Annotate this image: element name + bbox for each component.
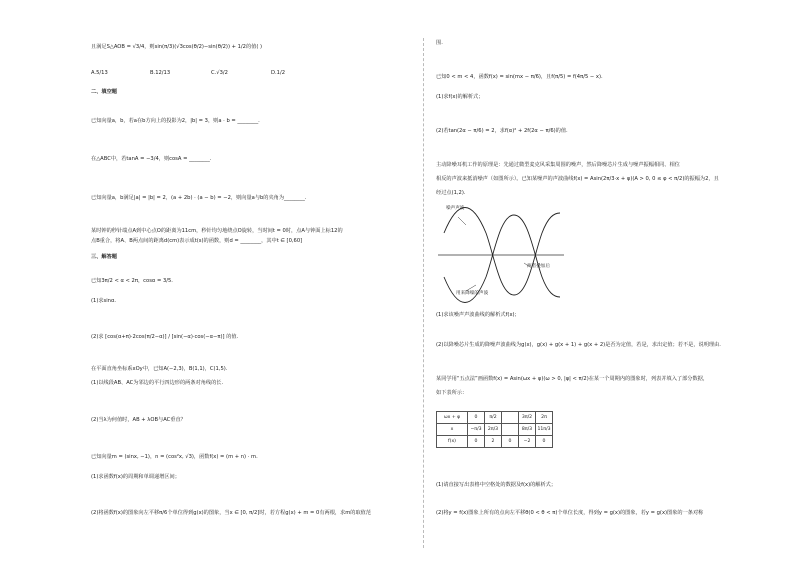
table-row — [437, 436, 553, 448]
option-a: A.5/13 — [91, 70, 108, 76]
fill-question-2: 在△ABC中，若tanA = −3/4，则cosA = ________. — [91, 156, 212, 162]
table-cell: 0 — [468, 412, 485, 424]
noise-label-pointer — [458, 217, 466, 225]
table-cell: 0 — [502, 436, 519, 448]
section-heading-fill: 二、填空题 — [91, 89, 117, 95]
problem-2-part-2: (2)当λ为何值时，AB + λOB与AC垂直？ — [91, 417, 186, 423]
problem-5-line1: 主动降噪耳机工作的原理是：先通过微型麦克风采集周围的噪声，然后降噪芯片生成与噪声振幅相同、相位 — [436, 162, 680, 168]
fill-question-3: 已知向量a，b满足|a| = |b| = 2，(a + 2b) · (a − b) = −2，则向量a与b的夹角为________. — [91, 195, 307, 201]
problem-5-part-2: (2)以降噪芯片生成的降噪声波曲线为g(x)，g(x) + g(x + 1) + g(x + 2)是否为定值，若是，求出定值；若不是，说明理由. — [436, 342, 721, 348]
problem-4-part-2: (2)若tan(2α − π/6) = 2，求f(α)² + 2f(2α − π/6)的值. — [436, 128, 568, 134]
table-cell — [502, 412, 519, 424]
table-cell: x — [437, 424, 468, 436]
table-cell: −π/3 — [468, 424, 485, 436]
section-heading-solve: 三、解答题 — [91, 254, 117, 260]
problem-5-part-1: (1)求该噪声声波曲线的解析式f(x)； — [436, 312, 520, 318]
continued-text: 围. — [436, 40, 443, 46]
problem-4-part-1: (1)求f(x)的解析式； — [436, 94, 484, 100]
table-cell: 2π — [536, 412, 553, 424]
problem-3-part-2: (2)将函数f(x)的图象向左平移π/6个单位得到g(x)的图象，当x ∈ [0, π/2]时，若方程g(x) + m = 0有两根，求m的取值范 — [91, 510, 372, 516]
problem-6-line1: 某同学用“五点法”画函数f(x) = Asin(ωx + φ)(ω > 0, |φ| < π/2)在某一个周期内的图象时，列表并填入了部分数据， — [436, 376, 709, 382]
problem-3-part-1: (1)求函数f(x)的周期和单调递增区间； — [91, 474, 180, 480]
table-cell: 0 — [536, 436, 553, 448]
problem-1: 已知3π/2 < α < 2π，cosα = 3/5. — [91, 278, 173, 284]
problem-1-part-2: (2)求 [cos(α+π)·2cos(π/2−α)] / [sin(−α)·cos(−α−π)] 的值. — [91, 334, 239, 340]
five-point-table — [436, 411, 553, 448]
fill-question-1: 已知向量a，b，若a在b方向上的投影为2，|b| = 3，则a · b = ________. — [91, 118, 260, 124]
option-c: C.√3/2 — [211, 70, 228, 76]
table-cell: 11π/3 — [536, 424, 553, 436]
problem-3: 已知向量m = (sinx, −1)，n = (cos²x, √3)，函数f(x) = (m + n) · m. — [91, 454, 258, 460]
problem-5-line2: 相反的声波来抵消噪声（如图所示）。已知某噪声的声波曲线f(x) = Asin(2π/3·x + φ)(A > 0, 0 ≤ φ < π/2)的振幅为2，且 — [436, 176, 719, 182]
noise-wave-figure — [436, 203, 566, 303]
stacked-wave-label: 两者叠加后 — [527, 264, 550, 269]
table-row — [437, 412, 553, 424]
table-cell: f(x) — [437, 436, 468, 448]
fill-question-4-line2: 点B重合，将A、B两点间的距离d(cm)表示成t(s)的函数，则d = ________，其中t ∈ [0,60] — [91, 238, 303, 244]
table-cell: 3π/2 — [519, 412, 536, 424]
table-cell: 2π/3 — [485, 424, 502, 436]
table-cell: 2 — [485, 436, 502, 448]
option-d: D.1/2 — [271, 70, 285, 76]
problem-1-part-1: (1)求sinα. — [91, 298, 117, 304]
problem-2-part-1: (1)以线段AB、AC为邻边的平行四边形的两条对角线的长. — [91, 380, 224, 386]
fill-question-4-line1: 某时钟的秒针端点A到中心点O的距离为11cm，秒针均匀地绕点O旋转，当时间t = 0时，点A与钟面上标12的 — [91, 228, 343, 234]
cancel-wave-label: 用来降噪的声波 — [456, 291, 489, 296]
problem-2: 在平面直角坐标系xOy中，已知A(−2,3)，B(1,1)，C(1,5). — [91, 366, 228, 372]
table-cell: π/2 — [485, 412, 502, 424]
table-row — [437, 424, 553, 436]
table-cell — [502, 424, 519, 436]
option-b: B.12/13 — [150, 70, 171, 76]
problem-6-part-2: (2)将y = f(x)图象上所有的点向左平移θ(0 < θ < π)个单位长度，得到y = g(x)的图象，若y = g(x)图象的一条对称 — [436, 510, 704, 516]
table-cell: 8π/3 — [519, 424, 536, 436]
problem-6-line2: 如下表所示： — [436, 390, 468, 396]
column-divider — [423, 38, 424, 548]
problem-6-part-1: (1)请直接写出表格中空格处的数据及f(x)的解析式； — [436, 482, 557, 488]
problem-4: 已知0 < m < 4，函数f(x) = sin(mx − π/6)，且f(π/5) = f(4π/5 − x). — [436, 74, 603, 80]
table-cell: ωx + φ — [437, 412, 468, 424]
question-text: 且满足S△AOB = √3/4，则sin(π/3)(√3cos(θ/2)−sin(θ/2)) + 1/2的值( ) — [91, 44, 263, 50]
table-cell: 0 — [468, 436, 485, 448]
noise-wave-label: 噪声声波 — [446, 206, 465, 211]
table-cell: −2 — [519, 436, 536, 448]
problem-5-line3: 经过点(1,2). — [436, 190, 466, 196]
